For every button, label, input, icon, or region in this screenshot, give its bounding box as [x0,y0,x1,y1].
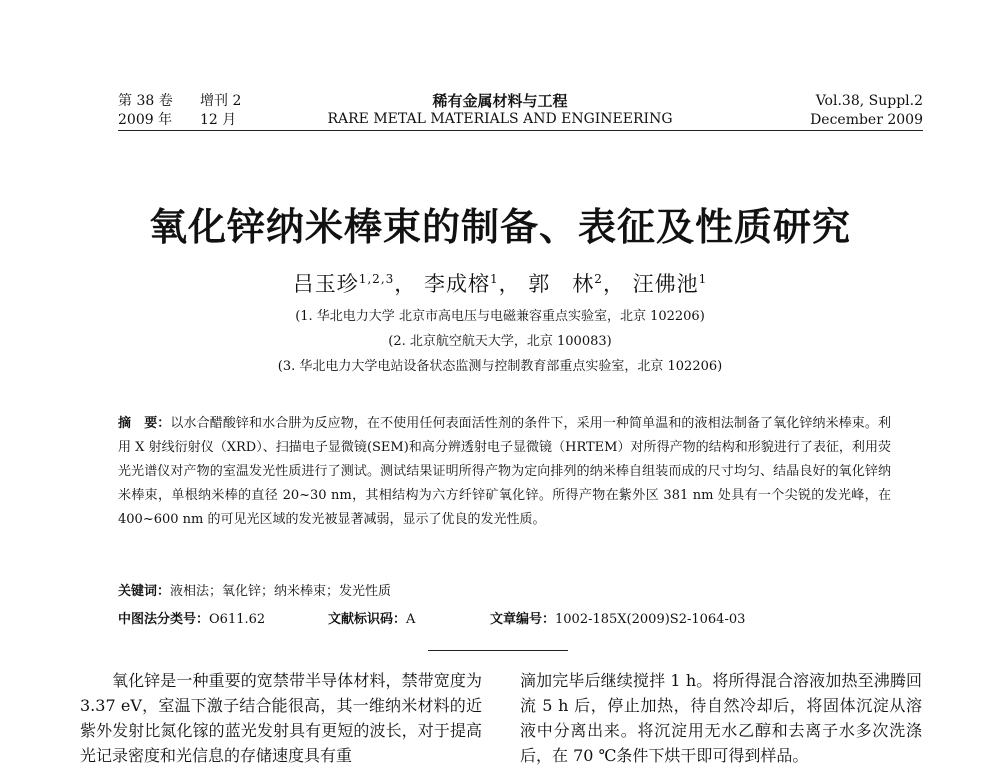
journal-name-cn: 稀有金属材料与工程 [432,92,568,110]
author-name: 李成榕 [423,272,490,296]
keywords [118,580,391,599]
month-label: 12 月 [200,112,237,128]
clc-value: O611.62 [209,612,266,627]
volume-label: 第 38 卷 [118,93,173,109]
body-column-left: 氧化锌是一种重要的宽禁带半导体材料，禁带宽度为 3.37 eV，室温下激子结合能很高，其一维纳米材料的近紫外发射比氮化镓的蓝光发射具有更短的波长，对于提高光记录密度和光信息的存储速度具有重 [80,671,482,765]
affiliation-1: (1. 华北电力大学 北京市高电压与电磁兼容重点实验室，北京 102206) [295,309,705,324]
abstract-label: 摘 要： [118,416,171,431]
volume-label-en: Vol.38, Suppl.2 [815,93,923,109]
article-number-label: 文章编号： [490,612,556,627]
author-name: 吕玉珍 [292,272,359,296]
author-affiliation-mark: 2 [594,272,603,286]
date-label-en: December 2009 [810,112,923,128]
author-affiliation-mark: 1 [698,272,708,286]
clc-label: 中图法分类号： [118,612,210,627]
keywords-label: 关键词： [118,584,171,599]
author-affiliation-mark: 1 [489,272,499,286]
body-column-right: 滴加完毕后继续搅拌 1 h。将所得混合溶液加热至沸腾回流 5 h 后，停止加热，待自然冷却后，将固体沉淀从溶液中分离出来。将沉淀用无水乙醇和去离子水多次洗涤后，在 70 ℃条件下烘干即可得到样品。 [520,671,922,765]
author-name: 郭 林 [528,272,595,296]
author-affiliation-mark: 1,2,3 [358,272,395,286]
affiliation-3: (3. 华北电力大学电站设备状态监测与控制教育部重点实验室，北京 102206) [277,359,723,374]
supplement-label: 增刊 2 [200,93,242,109]
doc-code-label: 文献标识码： [328,612,407,627]
affiliation-2: (2. 北京航空航天大学，北京 100083) [388,334,612,349]
abstract [118,412,891,532]
journal-name-en: RARE METAL MATERIALS AND ENGINEERING [327,111,673,127]
doc-code-value: A [406,612,416,627]
abstract-text: 以水合醋酸锌和水合肼为反应物，在不使用任何表面活性剂的条件下，采用一种简单温和的液相法制备了氧化锌纳米棒束。利用 X 射线衍射仪（XRD）、扫描电子显微镜(SEM)和高分辨透射电子显微镜（HRTEM）对所得产物的结构和形貌进行了表征，利用荧光光谱仪对产物的室温发光性质进行了测试。测试结果证明所得产物为定向排列的纳米棒自组装而成的尺寸均匀、结晶良好的氧化锌纳米棒束，单根纳米棒的直径 20~30 nm，其相结构为六方纤锌矿氧化锌。所得产物在紫外区 381 nm 处具有一个尖锐的发光峰，在 400~600 nm 的可见光区域的发光被显著减弱，显示了优良的发光性质。 [118,416,891,527]
keywords-text: 液相法；氧化锌；纳米棒束；发光性质 [170,584,392,599]
author-list: 吕玉珍$^{1,2,3}$， 李成榕$^1$， 郭 林$^2$， 汪佛池$^1$ [292,272,708,296]
header-rule [118,130,923,131]
year-label: 2009 年 [118,112,173,128]
section-divider [428,650,568,651]
author-name: 汪佛池 [632,272,699,296]
paper-title: 氧化锌纳米棒束的制备、表征及性质研究 [148,205,851,249]
article-number-value: 1002-185X(2009)S2-1064-03 [555,612,746,627]
